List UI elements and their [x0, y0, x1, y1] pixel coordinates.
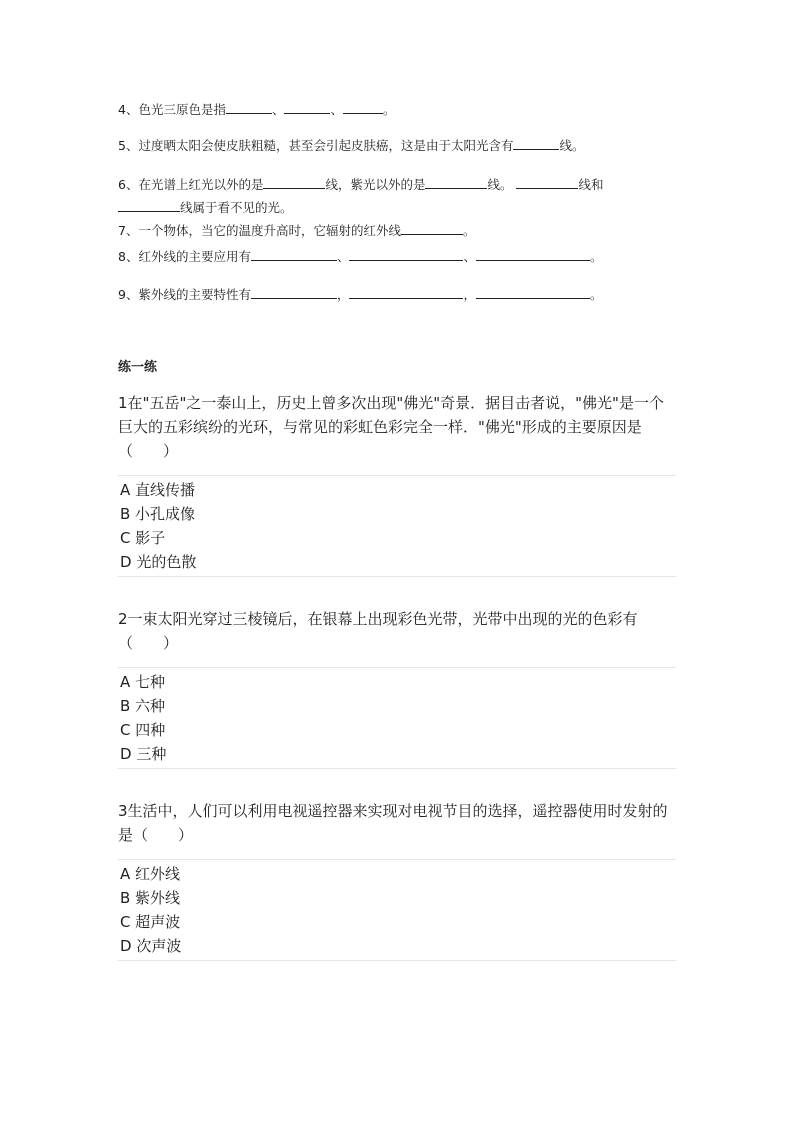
answer-blank[interactable]	[425, 176, 487, 189]
suffix: 。	[590, 287, 603, 302]
text-segment: 线。	[487, 177, 513, 192]
separator: ，	[463, 287, 476, 302]
fill-blank-5-text: 5、过度晒太阳会使皮肤粗糙，甚至会引起皮肤癌，这是由于太阳光含有	[118, 138, 514, 153]
answer-blank[interactable]	[401, 222, 463, 235]
option-d[interactable]: D 光的色散	[120, 553, 197, 571]
fill-blank-6-line1	[118, 176, 604, 193]
suffix: 线。	[559, 138, 585, 153]
fill-blank-6-line2	[118, 199, 293, 216]
text-segment: 线和	[578, 177, 604, 192]
fill-blank-9	[118, 286, 603, 303]
option-a[interactable]: A 七种	[120, 673, 166, 691]
question-2	[118, 607, 676, 769]
options-list	[118, 475, 676, 577]
option-c[interactable]: C 超声波	[120, 913, 181, 931]
answer-blank[interactable]	[349, 286, 463, 299]
option-a[interactable]: A 直线传播	[120, 481, 196, 499]
suffix: 。	[462, 223, 476, 238]
option-c[interactable]: C 四种	[120, 721, 166, 739]
fill-blank-8	[118, 248, 603, 265]
answer-blank[interactable]	[516, 176, 578, 189]
separator: ，	[336, 287, 350, 302]
fill-blank-4	[118, 101, 396, 118]
option-d[interactable]: D 次声波	[120, 937, 182, 955]
option-b[interactable]: B 六种	[120, 697, 166, 715]
separator: 、	[271, 102, 285, 117]
option-c[interactable]: C 影子	[120, 529, 166, 547]
fill-blank-9-text: 9、紫外线的主要特性有	[118, 287, 251, 302]
separator: 、	[336, 249, 350, 264]
answer-blank[interactable]	[476, 286, 590, 299]
separator: 。	[383, 102, 396, 117]
option-d[interactable]: D 三种	[120, 745, 167, 763]
fill-blank-5	[118, 137, 584, 154]
fill-blank-6-text: 6、在光谱上红光以外的是	[118, 177, 264, 192]
question-stem: 1在"五岳"之一泰山上，历史上曾多次出现"佛光"奇景．据目击者说，"佛光"是一个巨大的五彩缤纷的光环，与常见的彩虹色彩完全一样．"佛光"形成的主要原因是（ ）	[118, 394, 664, 460]
fill-blank-7	[118, 222, 475, 239]
answer-blank[interactable]	[284, 101, 330, 114]
fill-blank-8-text: 8、红外线的主要应用有	[118, 249, 251, 264]
separator: 、	[463, 249, 476, 264]
option-b[interactable]: B 紫外线	[120, 889, 181, 907]
answer-blank[interactable]	[251, 248, 337, 261]
separator: 、	[330, 102, 343, 117]
question-1	[118, 391, 676, 577]
answer-blank[interactable]	[349, 248, 463, 261]
text-segment: 线，紫光以外的是	[325, 177, 426, 192]
answer-blank[interactable]	[343, 101, 383, 114]
text-segment: 线属于看不见的光。	[180, 200, 293, 215]
answer-blank[interactable]	[251, 286, 337, 299]
section-title: 练一练	[118, 360, 158, 375]
option-b[interactable]: B 小孔成像	[120, 505, 196, 523]
answer-blank[interactable]	[118, 199, 180, 212]
answer-blank[interactable]	[226, 101, 272, 114]
question-3	[118, 799, 676, 961]
options-list	[118, 667, 676, 769]
answer-blank[interactable]	[263, 176, 325, 189]
fill-blank-4-text: 4、色光三原色是指	[118, 102, 226, 117]
options-list	[118, 859, 676, 961]
suffix: 。	[590, 249, 603, 264]
question-stem: 3生活中，人们可以利用电视遥控器来实现对电视节目的选择，遥控器使用时发射的是（ ）	[118, 802, 668, 844]
answer-blank[interactable]	[476, 248, 590, 261]
option-a[interactable]: A 红外线	[120, 865, 181, 883]
question-stem: 2一束太阳光穿过三棱镜后，在银幕上出现彩色光带，光带中出现的光的色彩有（ ）	[118, 610, 638, 652]
fill-blank-7-text: 7、一个物体，当它的温度升高时，它辐射的红外线	[118, 223, 401, 238]
answer-blank[interactable]	[513, 137, 559, 150]
